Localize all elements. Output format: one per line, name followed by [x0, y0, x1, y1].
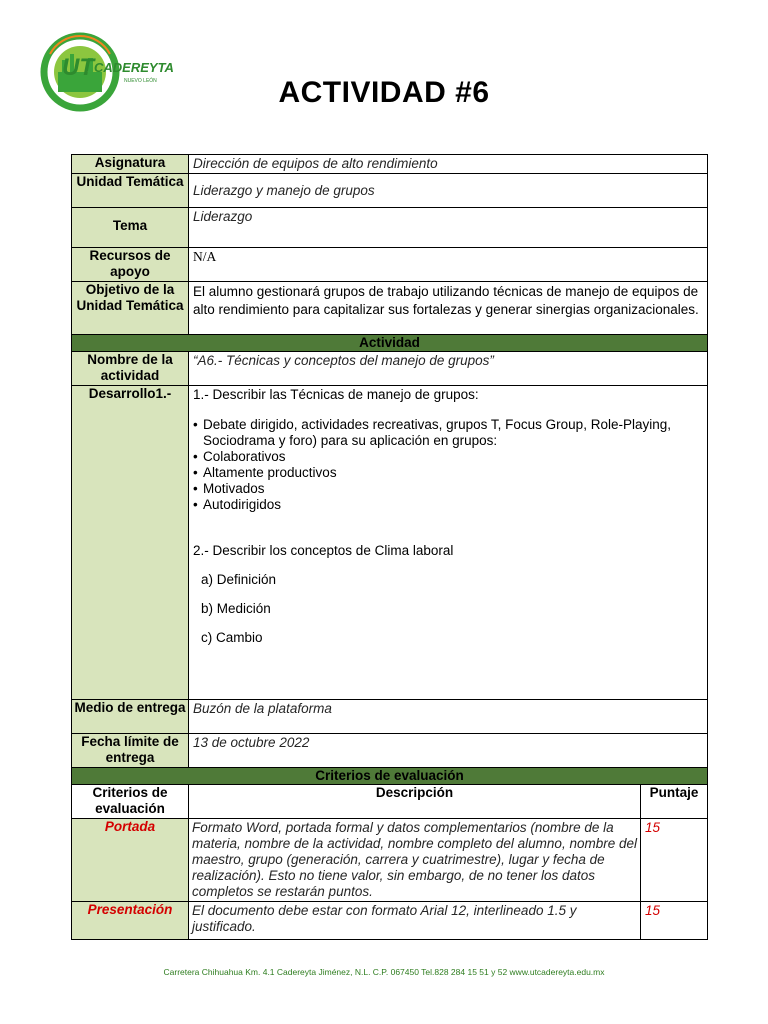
- value-asignatura: Dirección de equipos de alto rendimiento: [189, 155, 708, 174]
- bullet-item: • Motivados: [193, 481, 703, 497]
- col-criterio: Criterios de evaluación: [72, 785, 189, 819]
- row-unidad: [72, 174, 708, 208]
- concept-item: c) Cambio: [201, 630, 263, 645]
- value-objetivo: El alumno gestionará grupos de trabajo utilizando técnicas de manejo de equipos de alto rendimiento para capitalizar sus fortalezas y generar sinergias organizacionales.: [189, 282, 708, 335]
- criterion-name: Portada: [72, 819, 189, 902]
- concept-item: b) Medición: [201, 601, 271, 616]
- criterion-name: Presentación: [72, 902, 189, 940]
- value-nombre: “A6.- Técnicas y conceptos del manejo de grupos”: [189, 352, 708, 386]
- row-tema: [72, 208, 708, 248]
- label-nombre: Nombre de la actividad: [72, 352, 189, 386]
- label-medio: Medio de entrega: [72, 700, 189, 734]
- row-nombre: [72, 352, 708, 386]
- label-objetivo: Objetivo de la Unidad Temática: [72, 282, 189, 335]
- desarrollo-part2: 2.- Describir los conceptos de Clima laboral: [193, 543, 454, 558]
- criterion-row: [72, 902, 708, 940]
- col-descripcion: Descripción: [189, 785, 641, 819]
- section-actividad: Actividad: [72, 335, 708, 352]
- row-criterios-columns: [72, 785, 708, 819]
- label-desarrollo: Desarrollo1.-: [72, 386, 189, 700]
- criterion-score: 15: [641, 819, 708, 902]
- row-actividad-header: [72, 335, 708, 352]
- criterion-description: Formato Word, portada formal y datos complementarios (nombre de la materia, nombre de la actividad, nombre completo del alumno, nombre del maestro, grupo (generación, carrera y cuatrimestre), lugar y fecha de realización). Esto no tiene valor, sin embargo, de no tener los datos completos se restarán puntos.: [189, 819, 641, 902]
- bullet-item: • Colaborativos: [193, 449, 703, 465]
- row-asignatura: [72, 155, 708, 174]
- bullet-item: • Debate dirigido, actividades recreativas, grupos T, Focus Group, Role-Playing, Sociodrama y foro) para su aplicación en grupos:: [193, 417, 703, 449]
- row-desarrollo: [72, 386, 708, 700]
- label-tema: Tema: [72, 208, 189, 248]
- document-title: ACTIVIDAD #6: [278, 76, 490, 109]
- row-recursos: [72, 248, 708, 282]
- concept-item: a) Definición: [201, 572, 277, 587]
- footer-address: Carretera Chihuahua Km. 4.1 Cadereyta Jiménez, N.L. C.P. 067450 Tel.828 284 15 51 y 52 www.utcadereyta.edu.mx: [163, 967, 605, 977]
- logo-mark: UT: [62, 54, 94, 81]
- label-unidad: Unidad Temática: [72, 174, 189, 208]
- bullet-item: • Autodirigidos: [193, 497, 703, 513]
- label-fecha: Fecha límite de entrega: [72, 734, 189, 768]
- criterion-row: [72, 819, 708, 902]
- activity-table: [71, 154, 708, 940]
- logo-sub: NUEVO LEÓN: [124, 78, 157, 84]
- row-criterios-header: [72, 768, 708, 785]
- value-tema: Liderazgo: [189, 208, 708, 248]
- desarrollo-bullets: [193, 417, 703, 513]
- value-unidad: Liderazgo y manejo de grupos: [189, 174, 708, 208]
- label-recursos: Recursos de apoyo: [72, 248, 189, 282]
- value-fecha: 13 de octubre 2022: [189, 734, 708, 768]
- label-asignatura: Asignatura: [72, 155, 189, 174]
- section-criterios: Criterios de evaluación: [72, 768, 708, 785]
- logo-name: CADEREYTA: [94, 60, 174, 75]
- row-fecha: [72, 734, 708, 768]
- criterion-description: El documento debe estar con formato Arial 12, interlineado 1.5 y justificado.: [189, 902, 641, 940]
- bullet-item: • Altamente productivos: [193, 465, 703, 481]
- col-puntaje: Puntaje: [641, 785, 708, 819]
- value-medio: Buzón de la plataforma: [189, 700, 708, 734]
- criterion-score: 15: [641, 902, 708, 940]
- row-medio: [72, 700, 708, 734]
- value-desarrollo: [189, 386, 708, 700]
- value-recursos: N/A: [189, 248, 708, 282]
- desarrollo-intro: 1.- Describir las Técnicas de manejo de grupos:: [193, 387, 479, 402]
- row-objetivo: [72, 282, 708, 335]
